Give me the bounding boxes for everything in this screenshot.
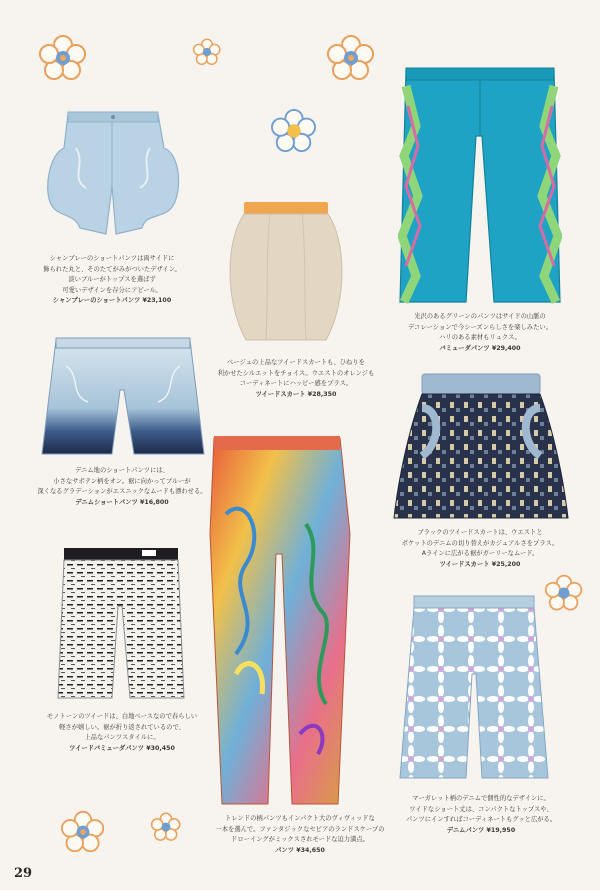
chambray-shorts-image [46,108,182,248]
caption-line: 利かせたシルエットをチョイス。ウエストのオレンジも [217,369,375,377]
product-caption [196,358,396,400]
caption-line: 淡いブルーがトップスを選ばず [68,276,156,283]
caption-line: ブラックのツイードスカートは、ウエストと [417,529,543,536]
caption-line: パンツにインすればコーディネートもグッと広がる。 [405,816,557,823]
mono-tweed-bermuda-image [56,546,186,702]
flower-doodle-icon [192,38,222,66]
caption-line: コーディネートにハッピー感をプラス。 [239,380,353,387]
caption-line: シャンブレーのショートパンツは両サイドに [49,255,175,262]
caption-line: デニム地のショートパンツには、 [75,467,169,474]
price-line: バミューダパンツ ¥29,400 [439,344,521,352]
flower-doodle-icon [38,34,88,82]
denim-shorts-image [40,336,206,460]
flower-doodle-icon [270,108,318,154]
price-line: シャンブレーのショートパンツ ¥23,100 [52,297,172,304]
product-caption [22,466,222,508]
caption-line: ワイドなショート丈は、コンパクトなトップスや、 [409,805,553,813]
green-bermuda-image [398,66,562,306]
caption-line: トレンドの柄パンツもインパクト大のヴィヴィッドな [225,815,375,822]
caption-line: ベージュの上品なツイードスカートも、ひねりを [227,359,365,366]
price-line: パンツ ¥34,650 [275,846,325,854]
caption-line: モノトーンのツイードは、白地ベースなので春らしい [46,713,198,720]
price-line: ツイードバミューダパンツ ¥30,450 [69,744,175,752]
product-caption [22,712,222,754]
caption-line: 深くなるグラデーションがエスニックなムードも漂わせる。 [37,488,207,495]
product-caption [380,528,580,570]
caption-line: 上品なパンツスタイルに。 [84,734,160,741]
caption-line: 飾られた丸と、そのたてがみがついたデザイン。 [43,265,181,273]
caption-line: 一本を選んで。ファンタジックなセピアのランドスケープの [215,825,385,833]
caption-line: 光沢のあるグリーンのパンツはサイドの山脈の [414,313,546,320]
beige-tweed-skirt-image [226,200,346,348]
caption-line: ポケットのデニムの切り替えがカジュアルさをプラス。 [401,539,559,547]
caption-line: マーガレット柄のデニムで個性的なデザインに。 [412,795,550,802]
page-number: 29 [14,866,33,881]
caption-line: 可愛いデザインを存分にアピール。 [62,286,162,294]
price-line: ツイードスカート ¥28,350 [255,390,337,398]
product-caption [380,312,580,354]
price-line: ツイードスカート ¥25,200 [439,560,521,568]
product-caption [22,254,202,307]
margaret-denim-image [396,594,552,782]
flower-doodle-icon [60,810,106,854]
caption-line: 小さなサボテン柄をオン。裾に向かってブルーが [53,477,191,485]
print-pants-image [206,434,356,808]
price-line: デニムショートパンツ ¥16,800 [75,498,169,506]
price-line: デニムパンツ ¥19,950 [446,826,516,834]
flower-doodle-icon [150,812,182,842]
flower-doodle-icon [326,34,376,82]
black-tweed-skirt-image [392,372,570,522]
caption-line: Aラインに広がる裾がガーリーなムード。 [421,550,539,557]
caption-line: デコレーションで今シーズンらしさを楽しみたい。 [407,323,552,331]
caption-line: 軽さが嬉しい。裾が折り返されているので、 [59,723,185,731]
caption-line: ドローイングがミックスされモードな迫力満点。 [231,836,369,843]
caption-line: ハリのある素材もリュクス。 [439,334,521,341]
product-caption [376,794,586,836]
